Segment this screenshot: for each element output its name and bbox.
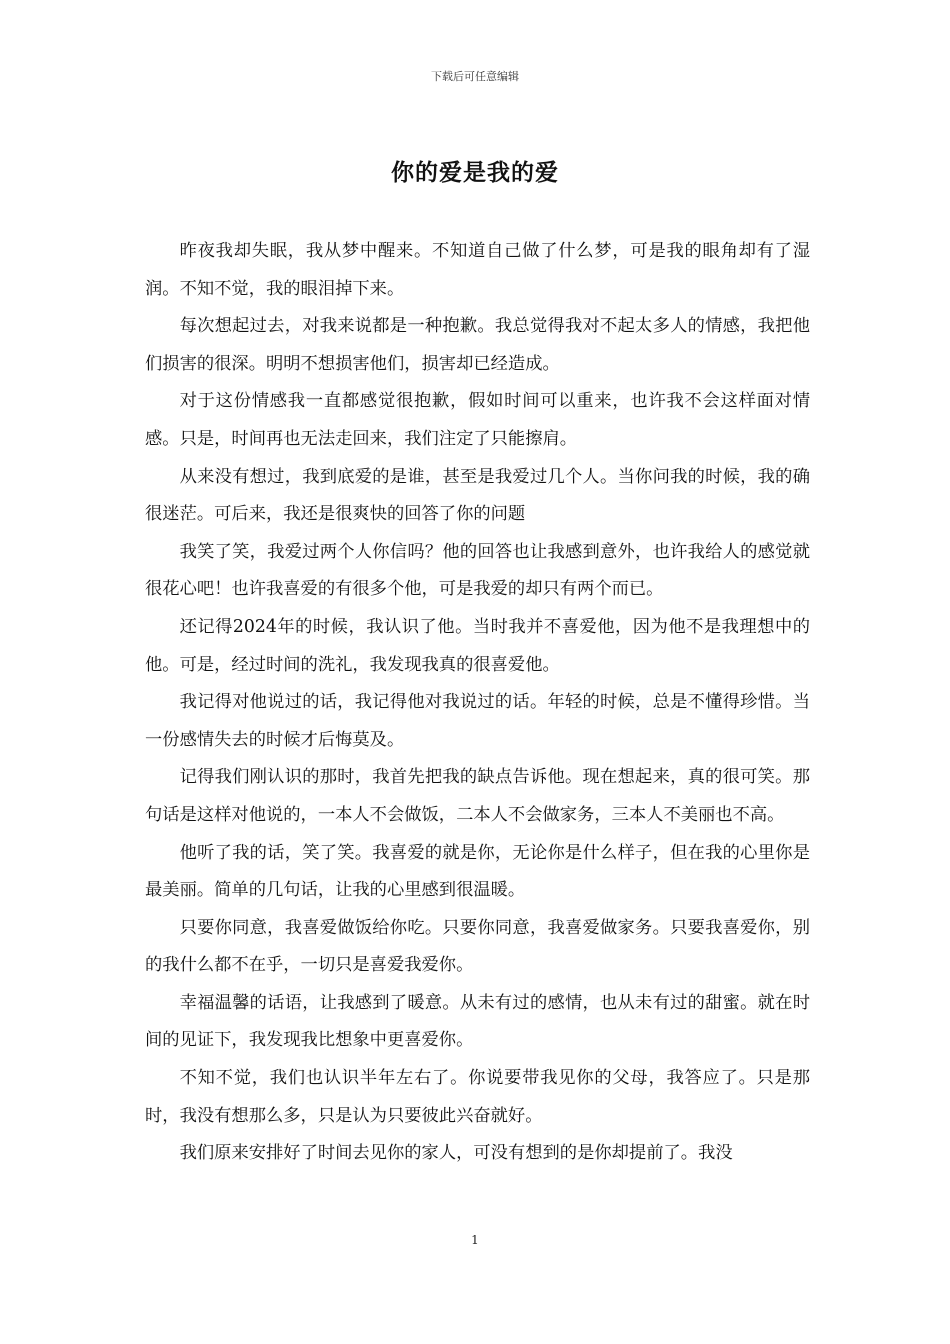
paragraph: 我笑了笑，我爱过两个人你信吗？他的回答也让我感到意外，也许我给人的感觉就很花心吧！也许我喜爱的有很多个他，可是我爱的却只有两个而已。 [145,541,810,600]
header-note: 下载后可任意编辑 [431,70,519,83]
paragraph: 我们原来安排好了时间去见你的家人，可没有想到的是你却提前了。我没 [179,1143,733,1164]
paragraph: 只要你同意，我喜爱做饭给你吃。只要你同意，我喜爱做家务。只要我喜爱你，别的我什么都不在乎，一切只是喜爱我爱你。 [145,917,810,976]
paragraph: 对于这份情感我一直都感觉很抱歉，假如时间可以重来，也许我不会这样面对情感。只是，时间再也无法走回来，我们注定了只能擦肩。 [145,391,810,449]
page-number: 1 [471,1233,479,1247]
paragraph: 我记得对他说过的话，我记得他对我说过的话。年轻的时候，总是不懂得珍惜。当一份感情失去的时候才后悔莫及。 [145,692,810,750]
paragraph: 记得我们刚认识的那时，我首先把我的缺点告诉他。现在想起来，真的很可笑。那句话是这样对他说的，一本人不会做饭，二本人不会做家务，三本人不美丽也不高。 [145,767,810,825]
paragraph: 不知不觉，我们也认识半年左右了。你说要带我见你的父母，我答应了。只是那时，我没有想那么多，只是认为只要彼此兴奋就好。 [145,1068,810,1126]
paragraph: 昨夜我却失眠，我从梦中醒来。不知道自己做了什么梦，可是我的眼角却有了湿润。不知不觉，我的眼泪掉下来。 [145,241,810,299]
paragraph: 每次想起过去，对我来说都是一种抱歉。我总觉得我对不起太多人的情感，我把他们损害的很深。明明不想损害他们，损害却已经造成。 [145,316,810,374]
paragraph: 幸福温馨的话语，让我感到了暖意。从未有过的感情，也从未有过的甜蜜。就在时间的见证下，我发现我比想象中更喜爱你。 [145,992,810,1051]
paragraph: 他听了我的话，笑了笑。我喜爱的就是你，无论你是什么样子，但在我的心里你是最美丽。简单的几句话，让我的心里感到很温暖。 [145,842,810,901]
paragraph: 从来没有想过，我到底爱的是谁，甚至是我爱过几个人。当你问我的时候，我的确很迷茫。可后来，我还是很爽快的回答了你的问题 [145,466,810,525]
paragraph: 还记得2024年的时候，我认识了他。当时我并不喜爱他，因为他不是我理想中的他。可是，经过时间的洗礼，我发现我真的很喜爱他。 [145,616,810,675]
document-title: 你的爱是我的爱 [391,159,559,186]
document-body [145,233,810,1173]
